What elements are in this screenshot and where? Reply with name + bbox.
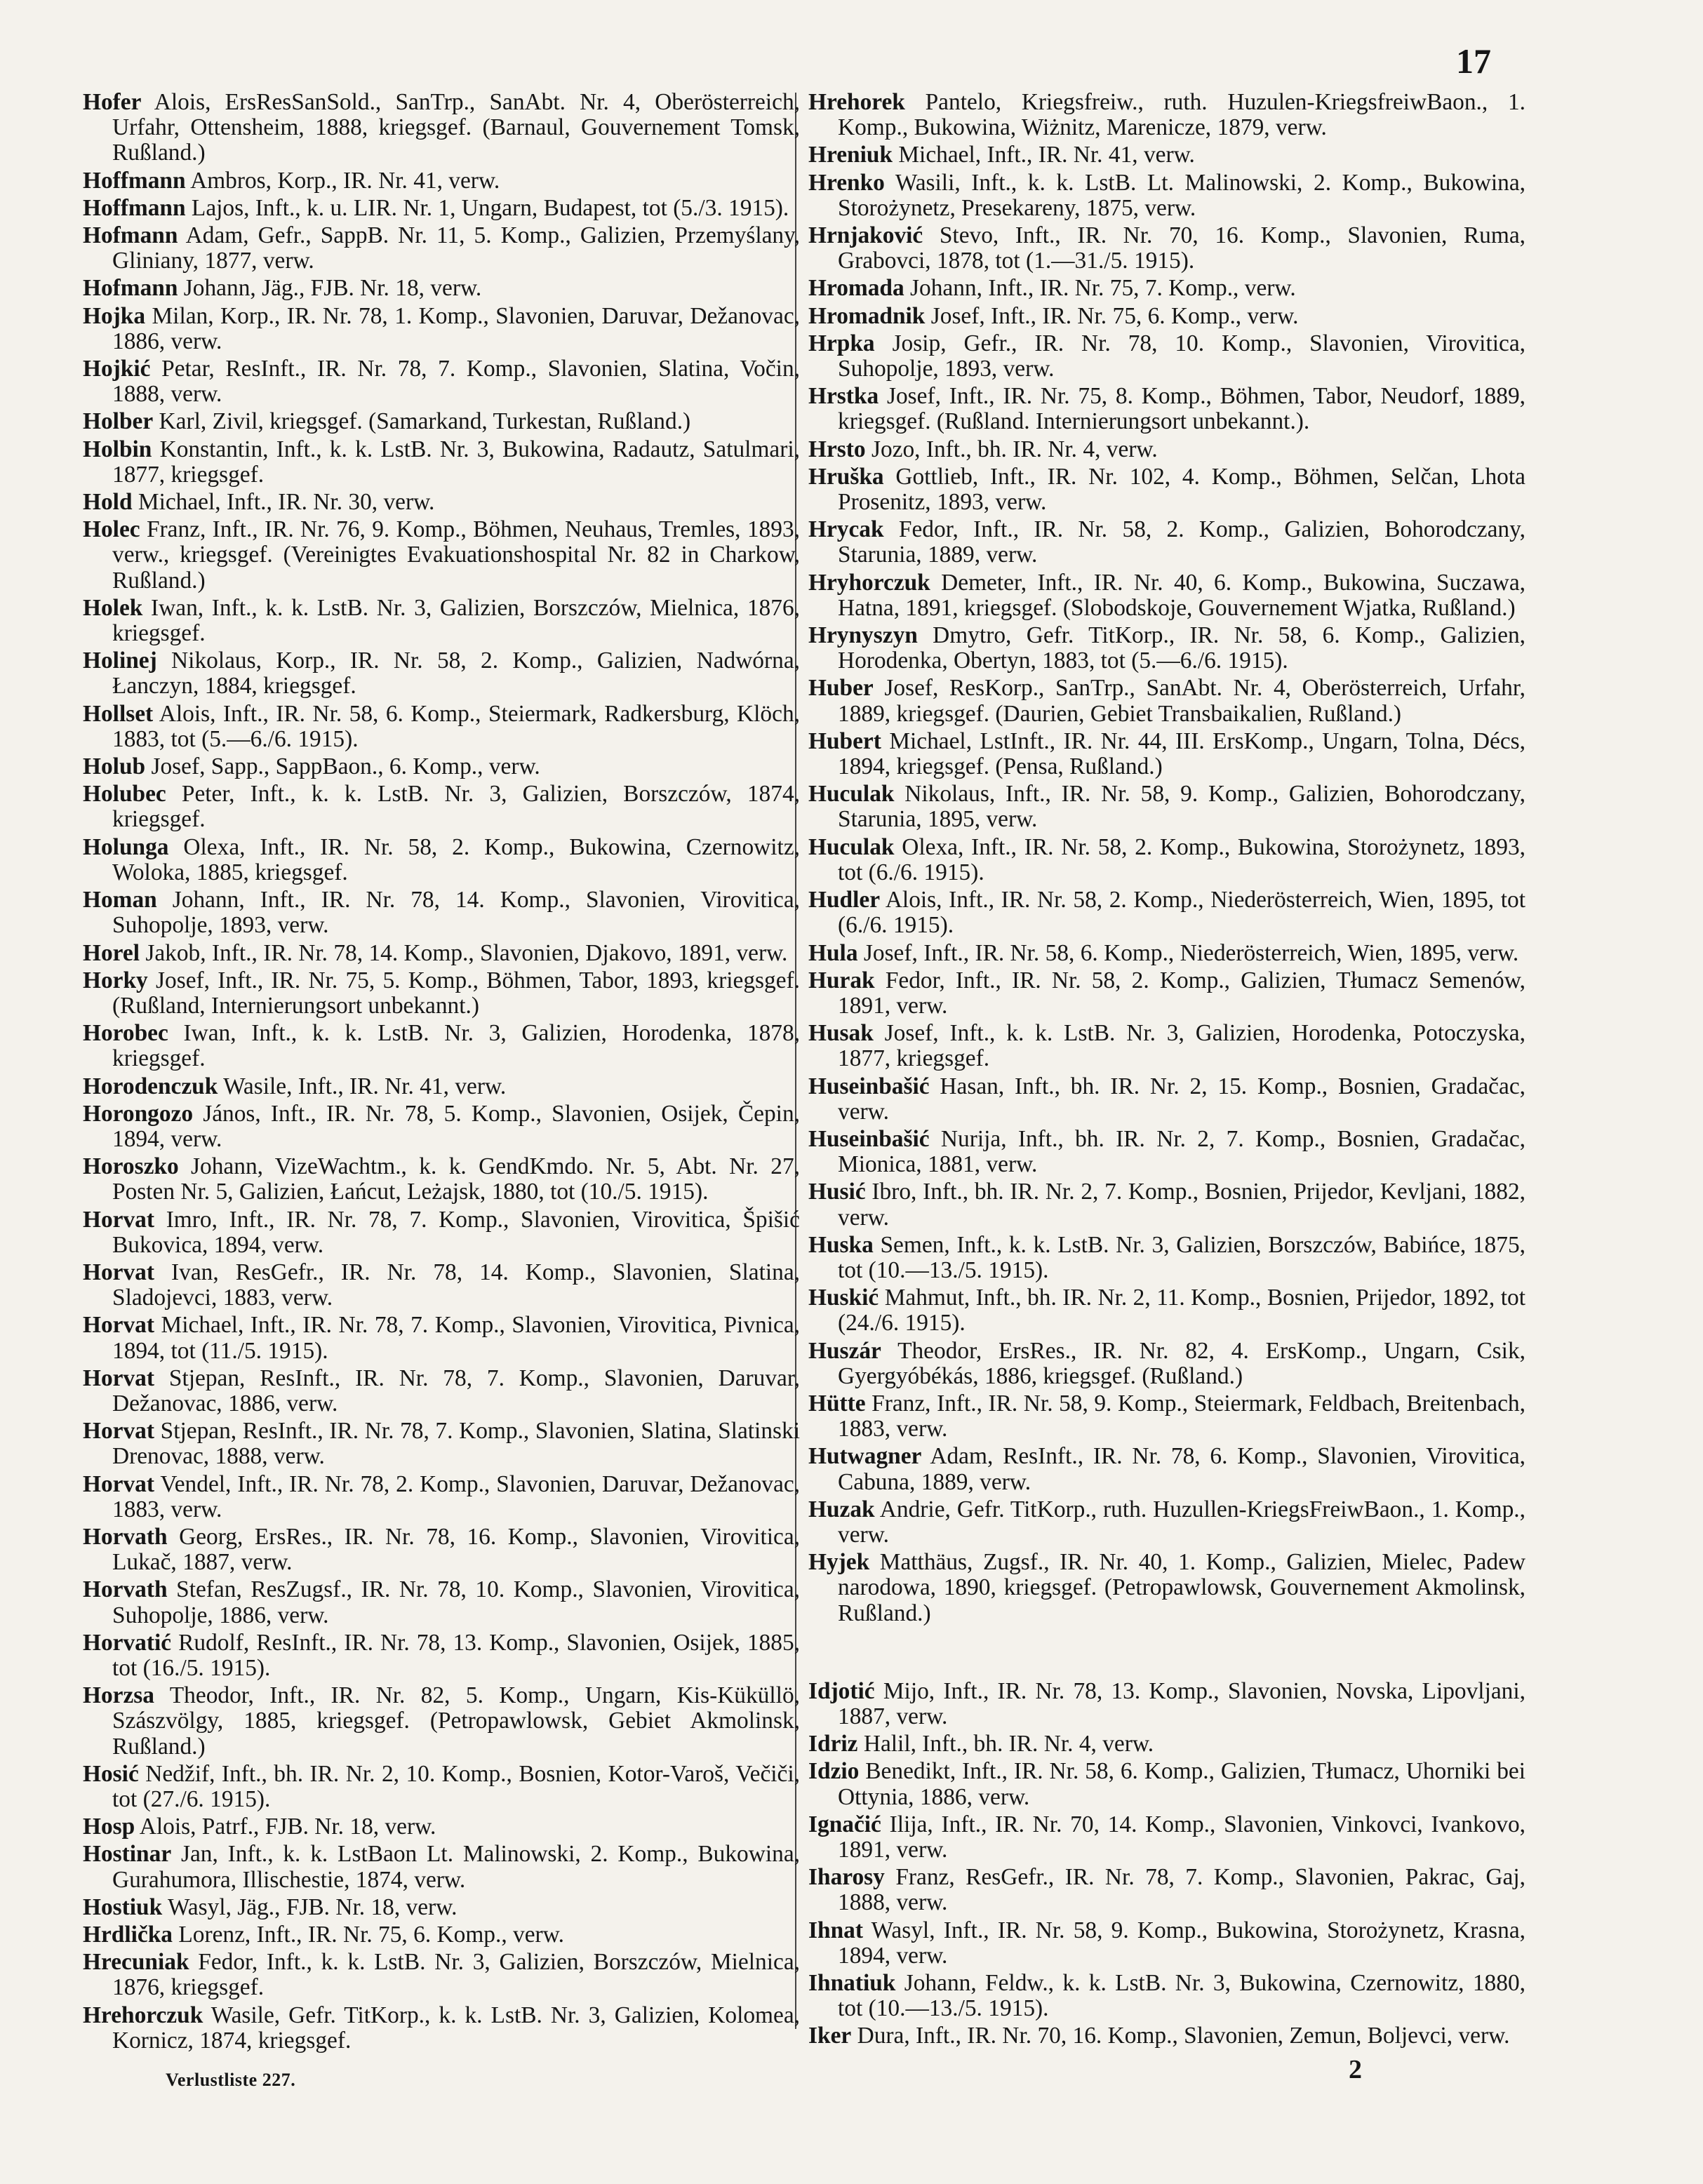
section-gap bbox=[808, 1628, 1525, 1679]
list-entry bbox=[808, 276, 1525, 301]
entry-surname: Huszár bbox=[808, 1337, 881, 1364]
entry-details: Georg, ErsRes., IR. Nr. 78, 16. Komp., Slavonien, Virovitica, Lukač, 1887, verw. bbox=[112, 1523, 801, 1576]
entry-details: Mahmut, Inft., bh. IR. Nr. 2, 11. Komp., Bosnien, Prijedor, 1892, tot (24./6. 1915). bbox=[838, 1285, 1525, 1336]
entry-surname: Hrycak bbox=[808, 516, 884, 543]
list-entry bbox=[808, 1550, 1525, 1626]
entry-details: Demeter, Inft., IR. Nr. 40, 6. Komp., Bukowina, Suczawa, Hatna, 1891, kriegsgef. (Slobodskoje, Gouvernement Wjatka, Rußland.) bbox=[838, 569, 1525, 621]
list-entry bbox=[808, 2023, 1525, 2049]
entry-surname: Hurak bbox=[808, 967, 875, 993]
entry-details: Franz, ResGefr., IR. Nr. 78, 7. Komp., Slavonien, Pakrac, Gaj, 1888, verw. bbox=[838, 1864, 1525, 1916]
entry-details: Andrie, Gefr. TitKorp., ruth. Huzullen-KriegsFreiwBaon., 1. Komp., verw. bbox=[838, 1496, 1525, 1548]
list-entry bbox=[83, 276, 800, 301]
list-entry bbox=[83, 1683, 800, 1760]
entry-details: Nikolaus, Korp., IR. Nr. 58, 2. Komp., Galizien, Nadwórna, Łanczyn, 1884, kriegsgef. bbox=[112, 648, 800, 699]
entry-surname: Iker bbox=[808, 2023, 852, 2049]
entry-details: Karl, Zivil, kriegsgef. (Samarkand, Turkestan, Rußland.) bbox=[159, 408, 691, 435]
entry-surname: Hula bbox=[808, 939, 858, 966]
right-column-h-entries bbox=[808, 90, 1525, 1626]
entry-surname: Hrehorczuk bbox=[83, 2002, 203, 2028]
list-entry bbox=[808, 1865, 1525, 1915]
entry-surname: Ihnat bbox=[808, 1917, 863, 1943]
list-entry bbox=[83, 1895, 800, 1920]
entry-surname: Huculak bbox=[808, 781, 895, 808]
entry-surname: Hosić bbox=[83, 1760, 139, 1787]
entry-surname: Idjotić bbox=[808, 1677, 875, 1704]
list-entry bbox=[808, 835, 1525, 885]
list-entry bbox=[83, 1950, 800, 2000]
entry-surname: Hostinar bbox=[83, 1841, 172, 1868]
entry-surname: Hryhorczuk bbox=[808, 569, 930, 596]
entry-details: Dmytro, Gefr. TitKorp., IR. Nr. 58, 6. Komp., Galizien, Horodenka, Obertyn, 1883, tot (5.—6./6. 1915). bbox=[838, 622, 1525, 674]
list-entry bbox=[83, 968, 800, 1019]
entry-details: Josef, Inft., IR. Nr. 75, 6. Komp., verw. bbox=[930, 302, 1299, 329]
left-column bbox=[83, 90, 800, 2056]
list-entry bbox=[808, 1391, 1525, 1442]
entry-surname: Hoffmann bbox=[83, 167, 186, 194]
list-entry bbox=[808, 1731, 1525, 1757]
entry-surname: Homan bbox=[83, 887, 157, 913]
list-entry bbox=[83, 1525, 800, 1575]
entry-surname: Hromadnik bbox=[808, 302, 926, 329]
entry-surname: Hostiuk bbox=[83, 1894, 163, 1920]
entry-details: Hasan, Inft., bh. IR. Nr. 2, 15. Komp., Bosnien, Gradačac, verw. bbox=[838, 1073, 1525, 1125]
entry-details: Rudolf, ResInft., IR. Nr. 78, 13. Komp., Slavonien, Osijek, 1885, tot (16./5. 1915). bbox=[112, 1629, 800, 1681]
entry-details: Josip, Gefr., IR. Nr. 78, 10. Komp., Slavonien, Virovitica, Suhopolje, 1893, verw. bbox=[838, 330, 1525, 382]
list-entry bbox=[83, 1260, 800, 1311]
list-entry bbox=[83, 1577, 800, 1628]
list-entry bbox=[83, 754, 800, 779]
entry-surname: Huseinbašić bbox=[808, 1125, 930, 1152]
list-entry bbox=[83, 409, 800, 434]
entry-surname: Ihnatiuk bbox=[808, 1970, 896, 1997]
entry-surname: Hofmann bbox=[83, 222, 178, 249]
list-entry bbox=[808, 1971, 1525, 2021]
entry-surname: Husić bbox=[808, 1179, 866, 1205]
entry-surname: Horvat bbox=[83, 1206, 154, 1233]
list-entry bbox=[808, 170, 1525, 221]
list-entry bbox=[83, 490, 800, 515]
list-entry bbox=[83, 1366, 800, 1416]
list-entry bbox=[83, 196, 800, 221]
entry-details: Semen, Inft., k. k. LstB. Nr. 3, Galizien, Borszczów, Babińce, 1875, tot (10.—13./5. 1915). bbox=[838, 1231, 1525, 1283]
entry-details: Gottlieb, Inft., IR. Nr. 102, 4. Komp., Böhmen, Selčan, Lhota Prosenitz, 1893, verw. bbox=[838, 463, 1525, 516]
entry-surname: Horodenczuk bbox=[83, 1073, 218, 1099]
entry-surname: Huskić bbox=[808, 1285, 879, 1311]
entry-details: Stjepan, ResInft., IR. Nr. 78, 7. Komp., Slavonien, Slatina, Slatinski Drenovac, 1888, verw. bbox=[112, 1418, 800, 1470]
list-entry bbox=[808, 1918, 1525, 1969]
entry-details: Johann, Jäg., FJB. Nr. 18, verw. bbox=[183, 275, 482, 302]
list-entry bbox=[808, 1179, 1525, 1230]
list-entry bbox=[808, 1285, 1525, 1336]
entry-details: Alois, Patrf., FJB. Nr. 18, verw. bbox=[139, 1814, 436, 1840]
entry-details: Josef, Inft., IR. Nr. 58, 6. Komp., Niederösterreich, Wien, 1895, verw. bbox=[863, 939, 1519, 966]
list-entry bbox=[83, 1630, 800, 1681]
entry-surname: Hreniuk bbox=[808, 142, 893, 168]
entry-surname: Horvath bbox=[83, 1523, 168, 1550]
entry-details: Johann, Feldw., k. k. LstB. Nr. 3, Bukowina, Czernowitz, 1880, tot (10.—13./5. 1915). bbox=[838, 1970, 1525, 2022]
entry-surname: Idzio bbox=[808, 1758, 860, 1785]
entry-details: Imro, Inft., IR. Nr. 78, 7. Komp., Slavonien, Virovitica, Špišić Bukovica, 1894, verw. bbox=[112, 1206, 800, 1258]
list-entry bbox=[808, 1074, 1525, 1125]
list-entry bbox=[83, 782, 800, 832]
entry-surname: Huseinbašić bbox=[808, 1073, 930, 1099]
list-entry bbox=[808, 464, 1525, 515]
entry-surname: Hojkić bbox=[83, 356, 151, 382]
list-entry bbox=[808, 437, 1525, 462]
entry-details: Wasili, Inft., k. k. LstB. Lt. Malinowski, 2. Komp., Bukowina, Storożynetz, Presekareny, 1875, verw. bbox=[838, 169, 1525, 221]
entry-details: Dura, Inft., IR. Nr. 70, 16. Komp., Slavonien, Zemun, Boljevci, verw. bbox=[857, 2023, 1510, 2049]
entry-surname: Horobec bbox=[83, 1020, 168, 1047]
entry-surname: Holinej bbox=[83, 648, 157, 674]
list-entry bbox=[83, 1472, 800, 1522]
list-entry bbox=[83, 835, 800, 885]
entry-details: Adam, Gefr., SappB. Nr. 11, 5. Komp., Galizien, Przemyślany, Gliniany, 1877, verw. bbox=[112, 222, 800, 274]
list-entry bbox=[808, 1339, 1525, 1389]
list-entry bbox=[83, 1101, 800, 1152]
list-entry bbox=[83, 223, 800, 274]
list-entry bbox=[83, 648, 800, 699]
list-entry bbox=[83, 941, 800, 966]
entry-surname: Horvath bbox=[83, 1576, 168, 1603]
entry-details: Wasile, Inft., IR. Nr. 41, verw. bbox=[223, 1073, 507, 1099]
entry-details: Wasyl, Inft., IR. Nr. 58, 9. Komp., Bukowina, Storożynetz, Krasna, 1894, verw. bbox=[838, 1917, 1526, 1969]
list-entry bbox=[83, 887, 800, 938]
entry-surname: Holec bbox=[83, 516, 140, 543]
entry-surname: Hudler bbox=[808, 887, 881, 913]
list-entry bbox=[83, 596, 800, 646]
entry-surname: Hruška bbox=[808, 463, 884, 490]
entry-surname: Hromada bbox=[808, 275, 904, 302]
entry-details: Stjepan, ResInft., IR. Nr. 78, 7. Komp., Slavonien, Daruvar, Dežanovac, 1886, verw. bbox=[112, 1365, 800, 1416]
entry-details: Halil, Inft., bh. IR. Nr. 4, verw. bbox=[863, 1731, 1154, 1757]
entry-details: Michael, Inft., IR. Nr. 30, verw. bbox=[138, 489, 435, 516]
entry-surname: Hyjek bbox=[808, 1549, 870, 1576]
entry-details: Nedžif, Inft., bh. IR. Nr. 2, 10. Komp., Bosnien, Kotor-Varoš, Večiči, tot (27./6. 1915). bbox=[112, 1760, 800, 1812]
list-entry bbox=[808, 142, 1525, 168]
entry-surname: Hold bbox=[83, 489, 133, 516]
list-entry bbox=[808, 1812, 1525, 1863]
entry-details: Theodor, ErsRes., IR. Nr. 82, 4. ErsKomp., Ungarn, Csik, Gyergyóbékás, 1886, kriegsgef. (Rußland.) bbox=[838, 1337, 1525, 1389]
entry-surname: Huzak bbox=[808, 1496, 875, 1522]
list-entry bbox=[808, 223, 1525, 274]
entry-surname: Hrsto bbox=[808, 436, 866, 462]
entry-surname: Hofer bbox=[83, 89, 142, 115]
list-entry bbox=[83, 1313, 800, 1363]
list-entry bbox=[83, 1154, 800, 1205]
entry-surname: Huska bbox=[808, 1231, 874, 1258]
entry-details: Konstantin, Inft., k. k. LstB. Nr. 3, Bukowina, Radautz, Satulmari, 1877, kriegsgef. bbox=[112, 436, 800, 488]
entry-details: Theodor, Inft., IR. Nr. 82, 5. Komp., Ungarn, Kis-Küküllö, Szászvölgy, 1885, kriegsgef. (Petropawlowsk, Gebiet Akmolinsk, Rußland.) bbox=[112, 1682, 800, 1760]
entry-surname: Horel bbox=[83, 939, 140, 966]
entry-details: Lorenz, Inft., IR. Nr. 75, 6. Komp., verw. bbox=[178, 1922, 564, 1948]
entry-details: Josef, Inft., IR. Nr. 75, 8. Komp., Böhmen, Tabor, Neudorf, 1889, kriegsgef. (Rußland. Internierungsort unbekannt.). bbox=[838, 383, 1525, 435]
list-entry bbox=[808, 782, 1525, 832]
entry-details: Ilija, Inft., IR. Nr. 70, 14. Komp., Slavonien, Vinkovci, Ivankovo, 1891, verw. bbox=[838, 1811, 1525, 1863]
footer-verlustliste: Verlustliste 227. bbox=[166, 2070, 296, 2090]
entry-details: Milan, Korp., IR. Nr. 78, 1. Komp., Slavonien, Daruvar, Dežanovac, 1886, verw. bbox=[112, 302, 800, 354]
entry-surname: Huber bbox=[808, 675, 874, 702]
list-entry bbox=[808, 90, 1525, 140]
right-column bbox=[808, 90, 1525, 2051]
entry-details: Johann, Inft., IR. Nr. 75, 7. Komp., verw. bbox=[910, 275, 1296, 302]
entry-surname: Hoffmann bbox=[83, 194, 186, 221]
entry-details: Johann, VizeWachtm., k. k. GendKmdo. Nr. 5, Abt. Nr. 27, Posten Nr. 5, Galizien, Łańcut, Leżajsk, 1880, tot (10./5. 1915). bbox=[112, 1153, 800, 1205]
entry-details: Alois, ErsResSanSold., SanTrp., SanAbt. Nr. 4, Oberösterreich, Urfahr, Ottensheim, 1888, kriegsgef. (Barnaul, Gouvernement Tomsk, Rußland.) bbox=[112, 89, 800, 166]
entry-details: Fedor, Inft., k. k. LstB. Nr. 3, Galizien, Borszczów, Mielnica, 1876, kriegsgef. bbox=[112, 1949, 800, 2001]
entry-details: Michael, Inft., IR. Nr. 78, 7. Komp., Slavonien, Virovitica, Pivnica, 1894, tot (11./5. 1915). bbox=[112, 1312, 800, 1364]
list-entry bbox=[808, 1021, 1525, 1071]
entry-details: Mijo, Inft., IR. Nr. 78, 13. Komp., Slavonien, Novska, Lipovljani, 1887, verw. bbox=[838, 1677, 1526, 1729]
list-entry bbox=[83, 702, 800, 752]
list-entry bbox=[808, 941, 1525, 966]
entry-details: Nurija, Inft., bh. IR. Nr. 2, 7. Komp., Bosnien, Gradačac, Mionica, 1881, verw. bbox=[838, 1125, 1525, 1178]
list-entry bbox=[83, 1074, 800, 1099]
entry-details: Peter, Inft., k. k. LstB. Nr. 3, Galizien, Borszczów, 1874, kriegsgef. bbox=[112, 781, 800, 833]
list-entry bbox=[83, 1207, 800, 1258]
list-entry bbox=[808, 331, 1525, 382]
entry-surname: Hofmann bbox=[83, 275, 178, 302]
entry-surname: Holub bbox=[83, 753, 146, 780]
entry-details: Stefan, ResZugsf., IR. Nr. 78, 10. Komp., Slavonien, Virovitica, Suhopolje, 1886, verw. bbox=[112, 1576, 800, 1628]
list-entry bbox=[808, 1444, 1525, 1494]
list-entry bbox=[808, 1127, 1525, 1177]
entry-details: Olexa, Inft., IR. Nr. 58, 2. Komp., Bukowina, Storożynetz, 1893, tot (6./6. 1915). bbox=[838, 833, 1525, 885]
list-entry bbox=[83, 304, 800, 354]
list-entry bbox=[808, 517, 1525, 568]
entry-surname: Horvat bbox=[83, 1312, 154, 1339]
list-entry bbox=[808, 887, 1525, 938]
list-entry bbox=[808, 968, 1525, 1019]
entry-details: Michael, LstInft., IR. Nr. 44, III. ErsKomp., Ungarn, Tolna, Décs, 1894, kriegsgef. (Pensa, Rußland.) bbox=[838, 728, 1525, 780]
entry-details: Ibro, Inft., bh. IR. Nr. 2, 7. Komp., Bosnien, Prijedor, Kevljani, 1882, verw. bbox=[838, 1179, 1525, 1231]
entry-details: Johann, Inft., IR. Nr. 78, 14. Komp., Slavonien, Virovitica, Suhopolje, 1893, verw. bbox=[112, 887, 800, 939]
list-entry bbox=[808, 1497, 1525, 1548]
entry-details: Wasile, Gefr. TitKorp., k. k. LstB. Nr. 3, Galizien, Kolomea, Kornicz, 1874, kriegsgef. bbox=[112, 2002, 800, 2054]
list-entry bbox=[83, 2003, 800, 2054]
entry-details: Matthäus, Zugsf., IR. Nr. 40, 1. Komp., Galizien, Mielec, Padew narodowa, 1890, kriegsgef. (Petropawlowsk, Gouvernement Akmolinsk, Rußland.) bbox=[838, 1549, 1525, 1626]
entry-details: Alois, Inft., IR. Nr. 58, 2. Komp., Niederösterreich, Wien, 1895, tot (6./6. 1915). bbox=[838, 887, 1525, 939]
list-entry bbox=[83, 1922, 800, 1948]
list-entry bbox=[83, 1419, 800, 1469]
entry-details: Adam, ResInft., IR. Nr. 78, 6. Komp., Slavonien, Virovitica, Cabuna, 1889, verw. bbox=[838, 1443, 1525, 1495]
page-number: 17 bbox=[1456, 41, 1491, 81]
list-entry bbox=[83, 1814, 800, 1840]
entry-surname: Hrstka bbox=[808, 383, 879, 410]
entry-surname: Holber bbox=[83, 408, 154, 435]
entry-surname: Hojka bbox=[83, 302, 146, 329]
entry-surname: Hrnjaković bbox=[808, 222, 923, 249]
entry-details: Pantelo, Kriegsfreiw., ruth. Huzulen-KriegsfreiwBaon., 1. Komp., Bukowina, Wiżnitz, Marenicze, 1879, verw. bbox=[838, 89, 1525, 141]
entry-details: Jan, Inft., k. k. LstBaon Lt. Malinowski, 2. Komp., Bukowina, Gurahumora, Illischestie, 1874, verw. bbox=[112, 1841, 800, 1893]
list-entry bbox=[83, 517, 800, 594]
entry-surname: Horvat bbox=[83, 1470, 154, 1497]
entry-details: Iwan, Inft., k. k. LstB. Nr. 3, Galizien, Borszczów, Mielnica, 1876, kriegsgef. bbox=[112, 594, 800, 647]
entry-surname: Hütte bbox=[808, 1390, 866, 1416]
entry-surname: Horvat bbox=[83, 1259, 154, 1285]
entry-details: Iwan, Inft., k. k. LstB. Nr. 3, Galizien, Horodenka, 1878, kriegsgef. bbox=[112, 1020, 800, 1072]
list-entry bbox=[808, 304, 1525, 329]
entry-surname: Hrdlička bbox=[83, 1922, 173, 1948]
entry-surname: Hrpka bbox=[808, 330, 875, 356]
entry-surname: Ignačić bbox=[808, 1811, 881, 1837]
entry-surname: Hrynyszyn bbox=[808, 622, 918, 649]
list-entry bbox=[83, 1762, 800, 1812]
entry-surname: Idriz bbox=[808, 1731, 858, 1757]
list-entry bbox=[83, 1021, 800, 1071]
entry-details: Ambros, Korp., IR. Nr. 41, verw. bbox=[190, 167, 500, 194]
entry-details: Lajos, Inft., k. u. LIR. Nr. 1, Ungarn, Budapest, tot (5./3. 1915). bbox=[191, 194, 789, 221]
entry-surname: Husak bbox=[808, 1020, 874, 1047]
entry-details: Alois, Inft., IR. Nr. 58, 6. Komp., Steiermark, Radkersburg, Klöch, 1883, tot (5.—6./6. 1915). bbox=[112, 700, 800, 752]
entry-surname: Horongozo bbox=[83, 1100, 194, 1127]
entry-surname: Horzsa bbox=[83, 1682, 154, 1709]
entry-surname: Horky bbox=[83, 967, 148, 993]
entry-details: Josef, Sapp., SappBaon., 6. Komp., verw. bbox=[151, 753, 540, 780]
entry-details: Josef, Inft., k. k. LstB. Nr. 3, Galizien, Horodenka, Potoczyska, 1877, kriegsgef. bbox=[838, 1020, 1525, 1072]
entry-details: Josef, ResKorp., SanTrp., SanAbt. Nr. 4, Oberösterreich, Urfahr, 1889, kriegsgef. (Daurien, Gebiet Transbaikalien, Rußland.) bbox=[838, 675, 1525, 727]
entry-surname: Hosp bbox=[83, 1814, 135, 1840]
list-entry bbox=[808, 384, 1525, 434]
entry-details: Ivan, ResGefr., IR. Nr. 78, 14. Komp., Slavonien, Slatina, Sladojevci, 1883, verw. bbox=[112, 1259, 800, 1311]
list-entry bbox=[83, 90, 800, 166]
entry-details: Franz, Inft., IR. Nr. 76, 9. Komp., Böhmen, Neuhaus, Tremles, 1893, verw., kriegsgef. (Vereinigtes Evakuationshospital Nr. 82 in Charkow, Rußland.) bbox=[112, 516, 800, 594]
list-entry bbox=[808, 729, 1525, 779]
entry-surname: Hrenko bbox=[808, 169, 885, 196]
list-entry bbox=[83, 356, 800, 407]
entry-surname: Holbin bbox=[83, 436, 152, 462]
list-entry bbox=[808, 570, 1525, 621]
entry-surname: Hrecuniak bbox=[83, 1949, 189, 1976]
entry-surname: Iharosy bbox=[808, 1864, 885, 1891]
list-entry bbox=[808, 623, 1525, 674]
entry-details: Jozo, Inft., bh. IR. Nr. 4, verw. bbox=[871, 436, 1158, 462]
entry-details: Michael, Inft., IR. Nr. 41, verw. bbox=[898, 142, 1195, 168]
list-entry bbox=[83, 1842, 800, 1892]
entry-surname: Horoszko bbox=[83, 1153, 179, 1180]
entry-surname: Hutwagner bbox=[808, 1443, 922, 1470]
list-entry bbox=[808, 1233, 1525, 1283]
entry-details: Fedor, Inft., IR. Nr. 58, 2. Komp., Galizien, Tłumacz Semenów, 1891, verw. bbox=[838, 967, 1525, 1019]
list-entry bbox=[808, 1759, 1525, 1809]
entry-details: Josef, Inft., IR. Nr. 75, 5. Komp., Böhmen, Tabor, 1893, kriegsgef. (Rußland, Internierungsort unbekannt.) bbox=[112, 967, 800, 1019]
list-entry bbox=[808, 1679, 1525, 1729]
entry-details: Jakob, Inft., IR. Nr. 78, 14. Komp., Slavonien, Djakovo, 1891, verw. bbox=[145, 939, 788, 966]
entry-details: Benedikt, Inft., IR. Nr. 58, 6. Komp., Galizien, Tłumacz, Uhorniki bei Ottynia, 1886, verw. bbox=[838, 1758, 1525, 1810]
entry-details: János, Inft., IR. Nr. 78, 5. Komp., Slavonien, Osijek, Čepin, 1894, verw. bbox=[112, 1100, 800, 1152]
entry-details: Fedor, Inft., IR. Nr. 58, 2. Komp., Galizien, Bohorodczany, Starunia, 1889, verw. bbox=[838, 516, 1526, 568]
entry-surname: Huculak bbox=[808, 833, 895, 860]
entry-surname: Holunga bbox=[83, 833, 169, 860]
entry-surname: Horvatić bbox=[83, 1629, 172, 1656]
entry-surname: Holek bbox=[83, 594, 143, 621]
entry-details: Vendel, Inft., IR. Nr. 78, 2. Komp., Slavonien, Daruvar, Dežanovac, 1883, verw. bbox=[112, 1470, 800, 1522]
entry-details: Stevo, Inft., IR. Nr. 70, 16. Komp., Slavonien, Ruma, Grabovci, 1878, tot (1.—31./5. 1915). bbox=[838, 222, 1525, 274]
list-entry bbox=[83, 168, 800, 194]
entry-details: Franz, Inft., IR. Nr. 58, 9. Komp., Steiermark, Feldbach, Breitenbach, 1883, verw. bbox=[838, 1390, 1525, 1442]
entry-details: Petar, ResInft., IR. Nr. 78, 7. Komp., Slavonien, Slatina, Vočin, 1888, verw. bbox=[112, 356, 800, 408]
entry-surname: Holubec bbox=[83, 781, 166, 808]
entry-surname: Hollset bbox=[83, 700, 154, 727]
entry-details: Nikolaus, Inft., IR. Nr. 58, 9. Komp., Galizien, Bohorodczany, Starunia, 1895, verw. bbox=[838, 781, 1525, 833]
entry-surname: Hrehorek bbox=[808, 89, 905, 115]
entry-surname: Horvat bbox=[83, 1365, 154, 1391]
signature-mark: 2 bbox=[1349, 2055, 1362, 2084]
entry-details: Wasyl, Jäg., FJB. Nr. 18, verw. bbox=[167, 1894, 458, 1920]
right-column-i-entries bbox=[808, 1679, 1525, 2049]
list-entry bbox=[83, 437, 800, 488]
entry-details: Olexa, Inft., IR. Nr. 58, 2. Komp., Bukowina, Czernowitz, Woloka, 1885, kriegsgef. bbox=[112, 833, 800, 885]
list-entry bbox=[808, 676, 1525, 726]
entry-surname: Horvat bbox=[83, 1418, 154, 1445]
entry-surname: Hubert bbox=[808, 728, 881, 754]
